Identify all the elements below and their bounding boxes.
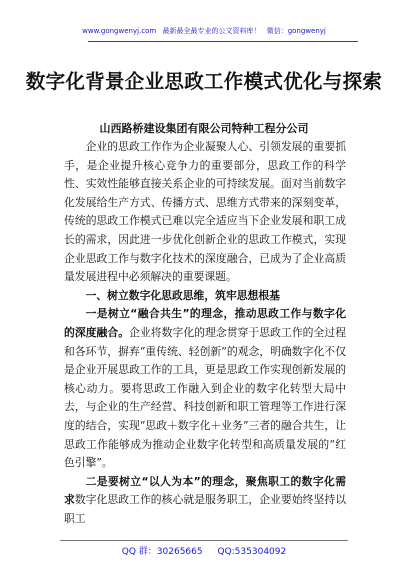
body-paragraph-1 <box>64 305 346 472</box>
header-slogan: 最新最全最专业的公文资料库！ <box>162 27 261 35</box>
intro-paragraph: 企业的思政工作作为企业凝聚人心、引领发展的重要抓手，是企业提升核心竞争力的重要部分，思政工作的科学性、实效性能够直接关系企业的可持续发展。面对当前数字化发展给生产方式、传播方式、思维方式带来的深刻变革，传统的思政工作模式已难以完全适应当下企业发展和职工成长的需求，因此进一步优化创新企业的思政工作模式，实现企业思政工作与数字化技术的深度融合，已成为了企业高质量发展进程中必须解决的重要课题。 <box>64 140 346 284</box>
document-title: 数字化背景企业思政工作模式优化与探索 <box>25 70 383 93</box>
page-header <box>0 26 408 36</box>
header-wechat: 微信：gongwenyj <box>266 27 326 35</box>
body-paragraph-1-text: 企业将数字化的理念贯穿于思政工作的全过程和各环节，摒弃“重传统、轻创新”的观念，明确数字化不仅是企业开展思政工作的工具，更是思政工作实现创新发展的核心动力。要将思政工作融入到企业的数字化转型大局中去，与企业的生产经营、科技创新和职工管理等工作进行深度的结合，实现“思政＋数字化＋业务”三者的融合共生，让思政工作能够成为推动企业数字化转型和高质量发展的“红色引擎”。 <box>64 325 347 470</box>
body-paragraph-2-text: 数字化思政工作的核心就是服务职工，企业要始终坚持以职工 <box>64 493 347 525</box>
body-paragraph-2 <box>64 473 346 529</box>
header-site-link[interactable]: www.gongwenyj.com <box>82 27 157 35</box>
footer-divider <box>60 540 348 541</box>
section-heading-1: 一、树立数字化思政思维，筑牢思想根基 <box>85 288 280 302</box>
page-footer <box>0 544 408 557</box>
header-divider <box>88 41 358 42</box>
document-body <box>64 138 346 528</box>
footer-qq-group: QQ 群：30265665 <box>121 547 203 557</box>
bold-lead-2: 二是要树立“以人为本”的理念，聚焦职工的数字化需求 <box>64 474 346 507</box>
footer-qq: QQ:535304092 <box>217 547 287 557</box>
bold-lead-1: 一是树立“融合共生”的理念，推动思政工作与数字化的深度融合。 <box>64 307 346 339</box>
author-organization: 山西路桥建设集团有限公司特种工程分公司 <box>99 122 309 135</box>
